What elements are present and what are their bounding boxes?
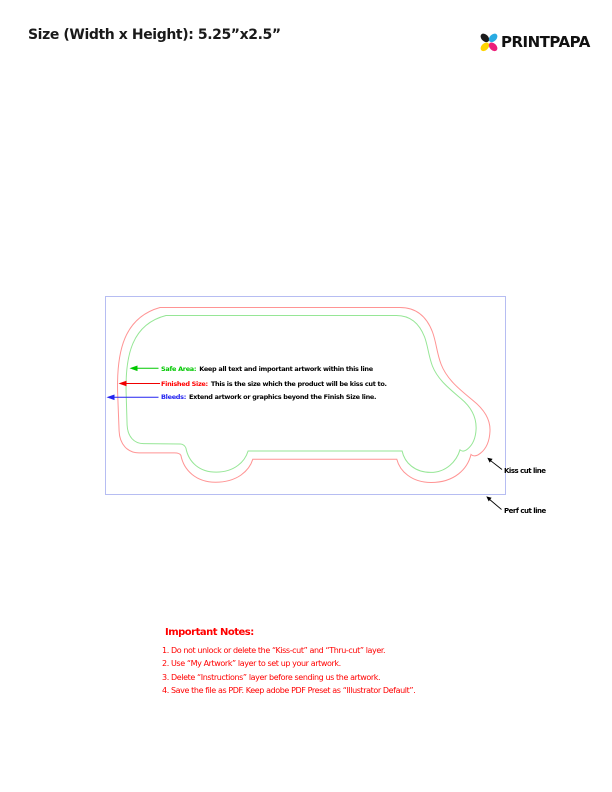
finished-size-label: Finished Size:: [161, 379, 208, 388]
bleeds-arrow: [107, 395, 159, 401]
safe-area-label: Safe Area:: [161, 364, 197, 373]
bleeds-annotation: [161, 393, 376, 401]
safe-area-arrow: [130, 366, 159, 372]
important-notes-list: [162, 644, 415, 698]
kiss-cut-callout-arrow: [487, 458, 502, 470]
finished-size-description: This is the size which the product will be kiss cut to.: [210, 379, 387, 388]
perf-cut-line-label: Perf cut line: [504, 506, 546, 515]
safe-area-description: Keep all text and important artwork within this line: [199, 364, 373, 373]
safe-area-annotation: [161, 365, 373, 373]
finished-size-annotation: [161, 380, 387, 388]
note-item-4: 4. Save the file as PDF. Keep adobe PDF Preset as “Illustrator Default”.: [162, 686, 416, 696]
note-item-3: 3. Delete “Instructions” layer before sending us the artwork.: [162, 672, 381, 682]
printpapa-logo-text: PRINTPAPA: [501, 33, 590, 51]
note-item-1: 1. Do not unlock or delete the “Kiss-cut” and “Thru-cut” layer.: [162, 646, 386, 655]
page-title: Size (Width x Height): 5.25”x2.5”: [28, 27, 281, 43]
perf-cut-callout-arrow: [486, 496, 501, 509]
note-item-2: 2. Use “My Artwork” layer to set up your artwork.: [162, 659, 341, 669]
important-notes-heading: Important Notes:: [165, 627, 254, 638]
bleeds-description: Extend artwork or graphics beyond the Finish Size line.: [189, 393, 377, 402]
bleeds-label: Bleeds:: [161, 393, 187, 402]
kiss-cut-line-label: Kiss cut line: [504, 466, 546, 475]
finished-size-arrow: [119, 381, 161, 387]
